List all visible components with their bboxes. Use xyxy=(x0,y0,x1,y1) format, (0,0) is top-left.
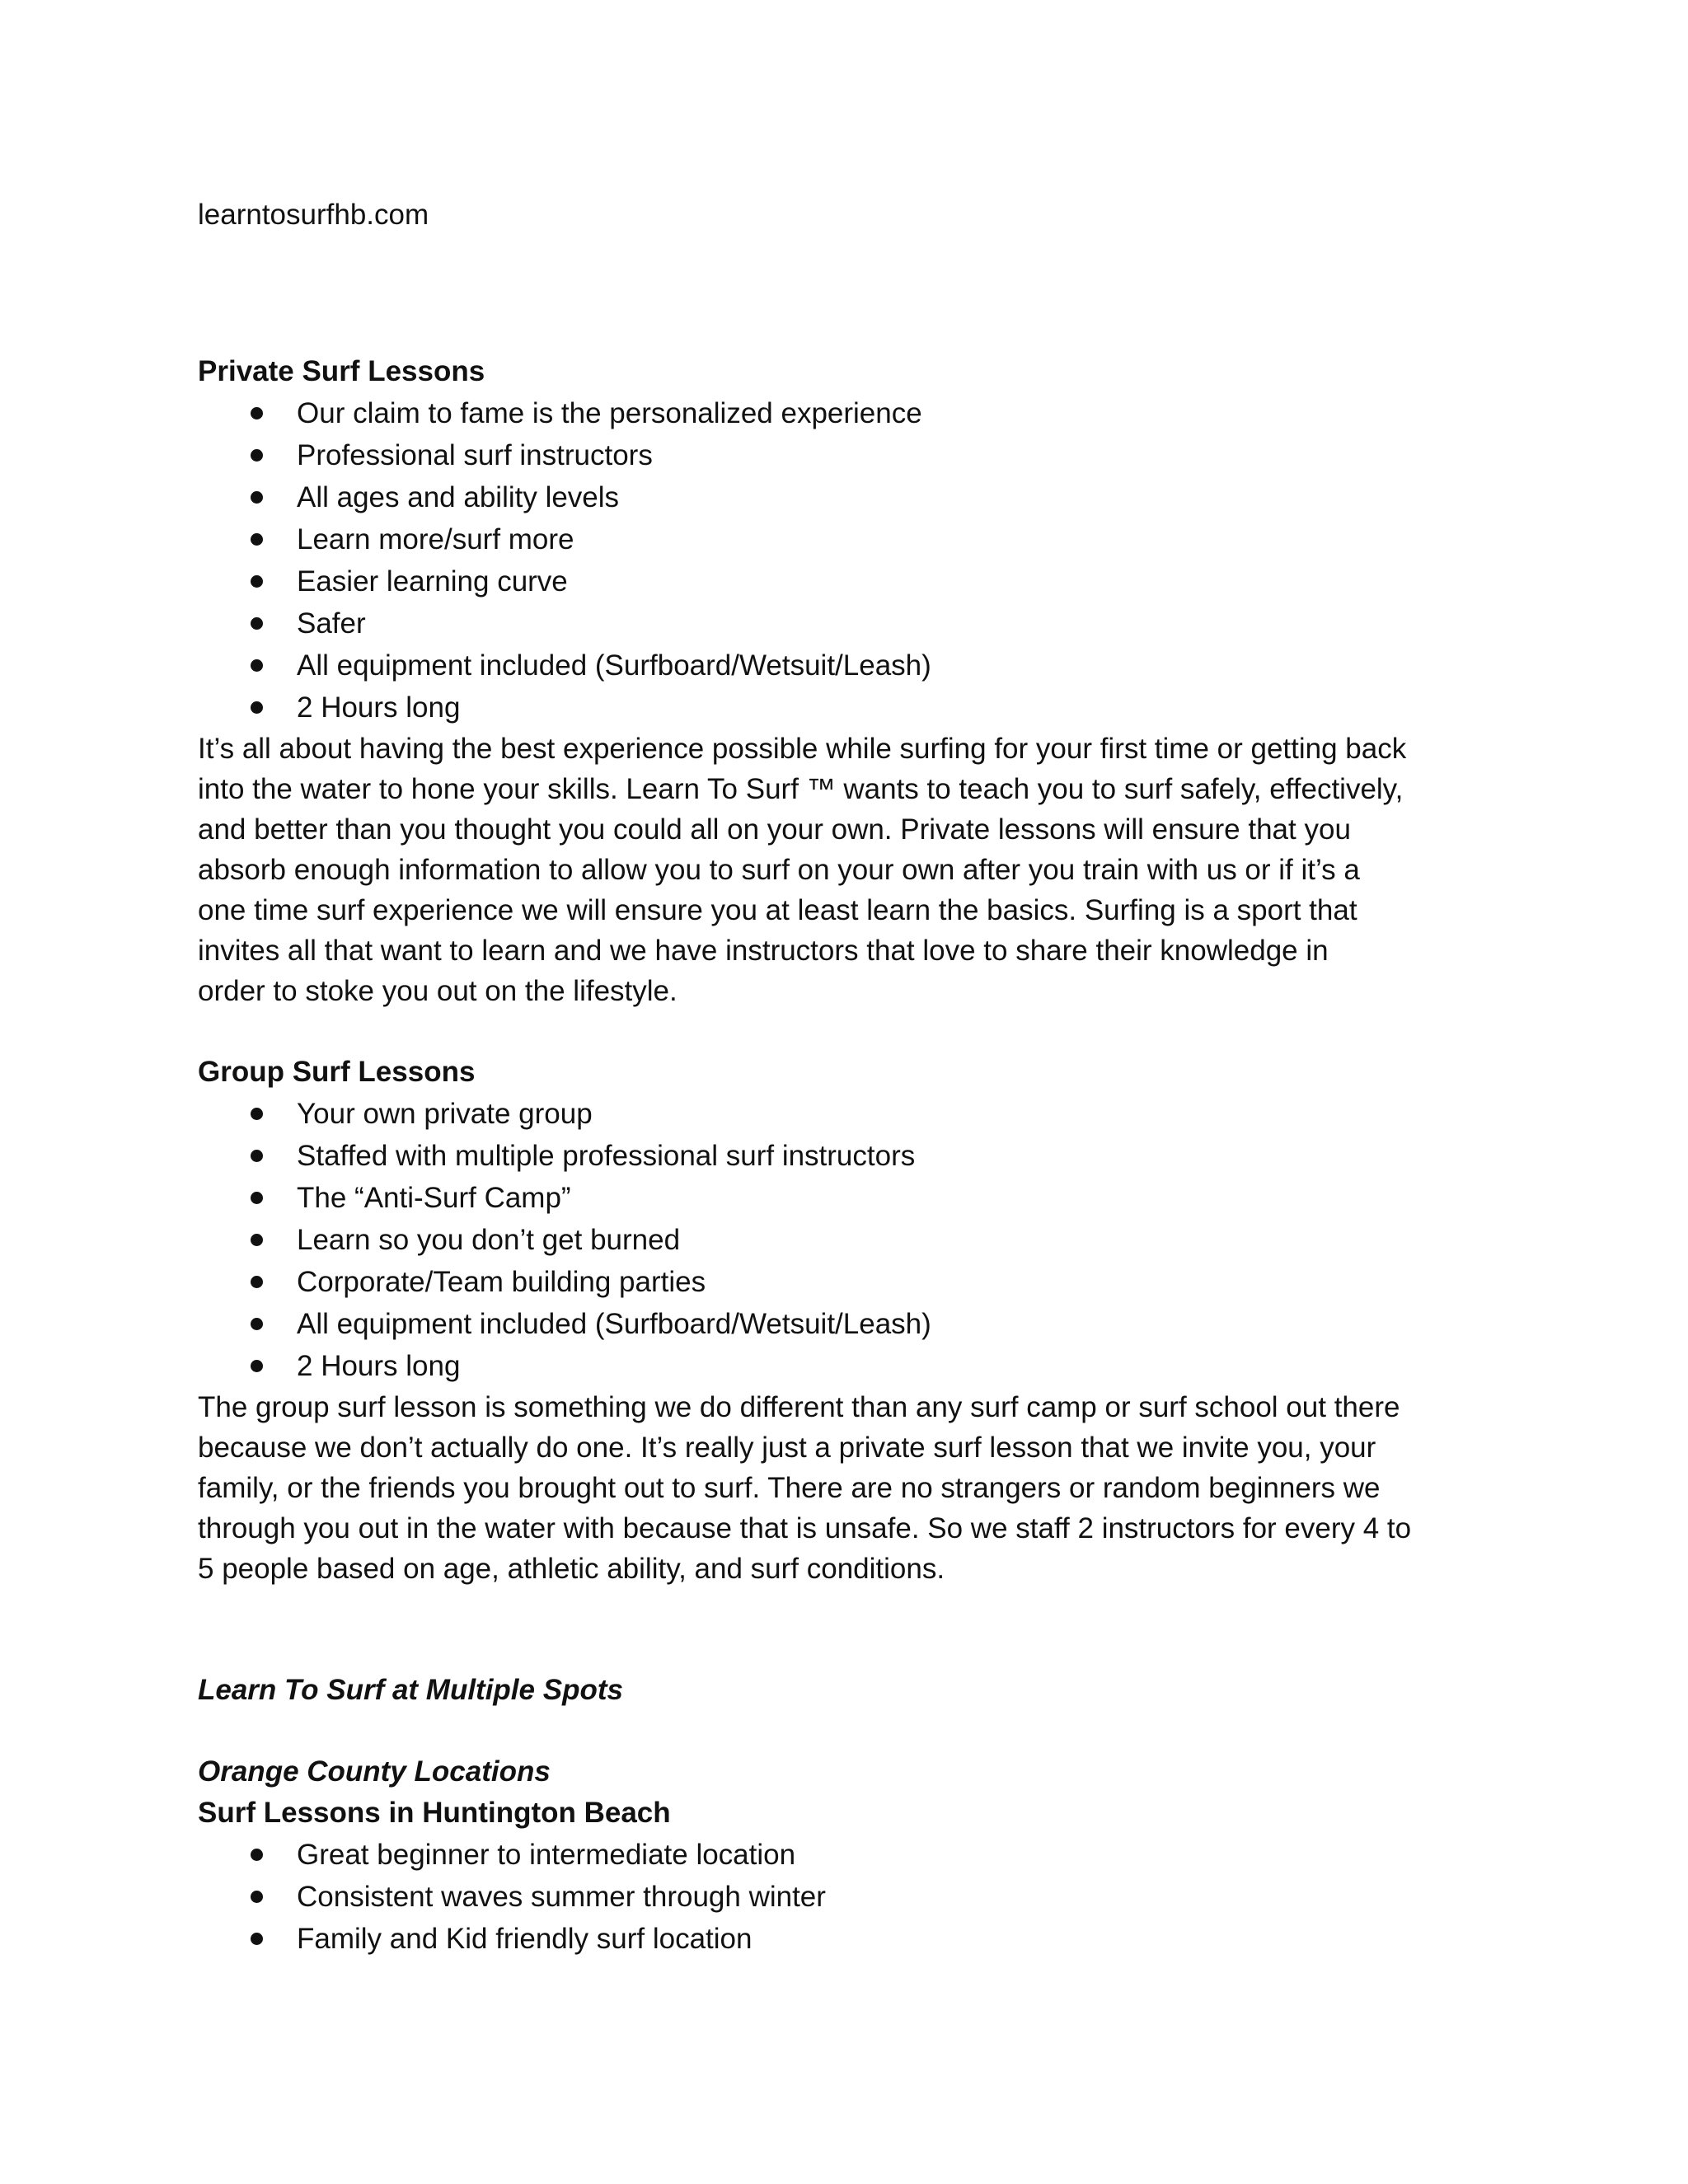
private-lessons-heading: Private Surf Lessons xyxy=(198,355,485,387)
list-item: Our claim to fame is the personalized experience xyxy=(198,392,1492,434)
list-item: Safer xyxy=(198,602,1492,644)
bullet-icon xyxy=(251,533,263,546)
bullet-icon xyxy=(251,1318,263,1330)
list-item: Great beginner to intermediate location xyxy=(198,1834,1492,1876)
list-item: Professional surf instructors xyxy=(198,434,1492,476)
list-item: 2 Hours long xyxy=(198,1345,1492,1387)
bullet-icon xyxy=(251,449,263,462)
list-item: 2 Hours long xyxy=(198,687,1492,729)
group-lessons-list xyxy=(198,1093,1492,1387)
spots-heading: Learn To Surf at Multiple Spots xyxy=(198,1674,623,1706)
bullet-icon xyxy=(251,701,263,714)
list-item: Easier learning curve xyxy=(198,560,1492,602)
bullet-icon xyxy=(251,1360,263,1372)
orange-county-heading: Orange County Locations xyxy=(198,1755,551,1788)
bullet-icon xyxy=(251,1933,263,1945)
list-item: Your own private group xyxy=(198,1093,1492,1135)
document-content xyxy=(198,194,1492,1960)
bullet-icon xyxy=(251,575,263,588)
bullet-icon xyxy=(251,1849,263,1861)
list-item: Consistent waves summer through winter xyxy=(198,1876,1492,1918)
bullet-icon xyxy=(251,407,263,419)
bullet-icon xyxy=(251,1192,263,1204)
list-item: All equipment included (Surfboard/Wetsuit/Leash) xyxy=(198,644,1492,687)
bullet-icon xyxy=(251,1891,263,1903)
bullet-icon xyxy=(251,659,263,672)
list-item: Learn more/surf more xyxy=(198,518,1492,560)
list-item: All equipment included (Surfboard/Wetsuit/Leash) xyxy=(198,1303,1492,1345)
list-item: Learn so you don’t get burned xyxy=(198,1219,1492,1261)
list-item: Staffed with multiple professional surf instructors xyxy=(198,1135,1492,1177)
bullet-icon xyxy=(251,1276,263,1288)
list-item: The “Anti-Surf Camp” xyxy=(198,1177,1492,1219)
private-lessons-section xyxy=(198,351,1492,1011)
bullet-icon xyxy=(251,1234,263,1246)
site-name: learntosurfhb.com xyxy=(198,199,429,231)
huntington-list xyxy=(198,1834,1492,1960)
bullet-icon xyxy=(251,491,263,504)
group-lessons-section xyxy=(198,1052,1492,1589)
bullet-icon xyxy=(251,1150,263,1162)
huntington-heading: Surf Lessons in Huntington Beach xyxy=(198,1797,671,1829)
group-lessons-heading: Group Surf Lessons xyxy=(198,1056,476,1088)
private-lessons-paragraph: It’s all about having the best experience possible while surfing for your first time or getting back into the water to hone your skills. Learn To Surf ™ wants to teach you to surf safely, effectively, and better than you thought you could all on your own. Private lessons will ensure that you absorb enough information to allow you to surf on your own after you train with us or if it’s a one time surf experience we will ensure you at least learn the basics. Surfing is a sport that invites all that want to learn and we have instructors that love to share their knowledge in order to stoke you out on the lifestyle. xyxy=(198,733,1407,1007)
private-lessons-list xyxy=(198,392,1492,729)
bullet-icon xyxy=(251,617,263,630)
bullet-icon xyxy=(251,1108,263,1120)
list-item: Family and Kid friendly surf location xyxy=(198,1918,1492,1960)
group-lessons-paragraph: The group surf lesson is something we do different than any surf camp or surf school out there because we don’t actually do one. It’s really just a private surf lesson that we invite you, your family, or the friends you brought out to surf. There are no strangers or random beginners we through you out in the water with because that is unsafe. So we staff 2 instructors for every 4 to 5 people based on age, athletic ability, and surf conditions. xyxy=(198,1391,1412,1585)
list-item: Corporate/Team building parties xyxy=(198,1261,1492,1303)
huntington-section xyxy=(198,1793,1492,1960)
list-item: All ages and ability levels xyxy=(198,476,1492,518)
